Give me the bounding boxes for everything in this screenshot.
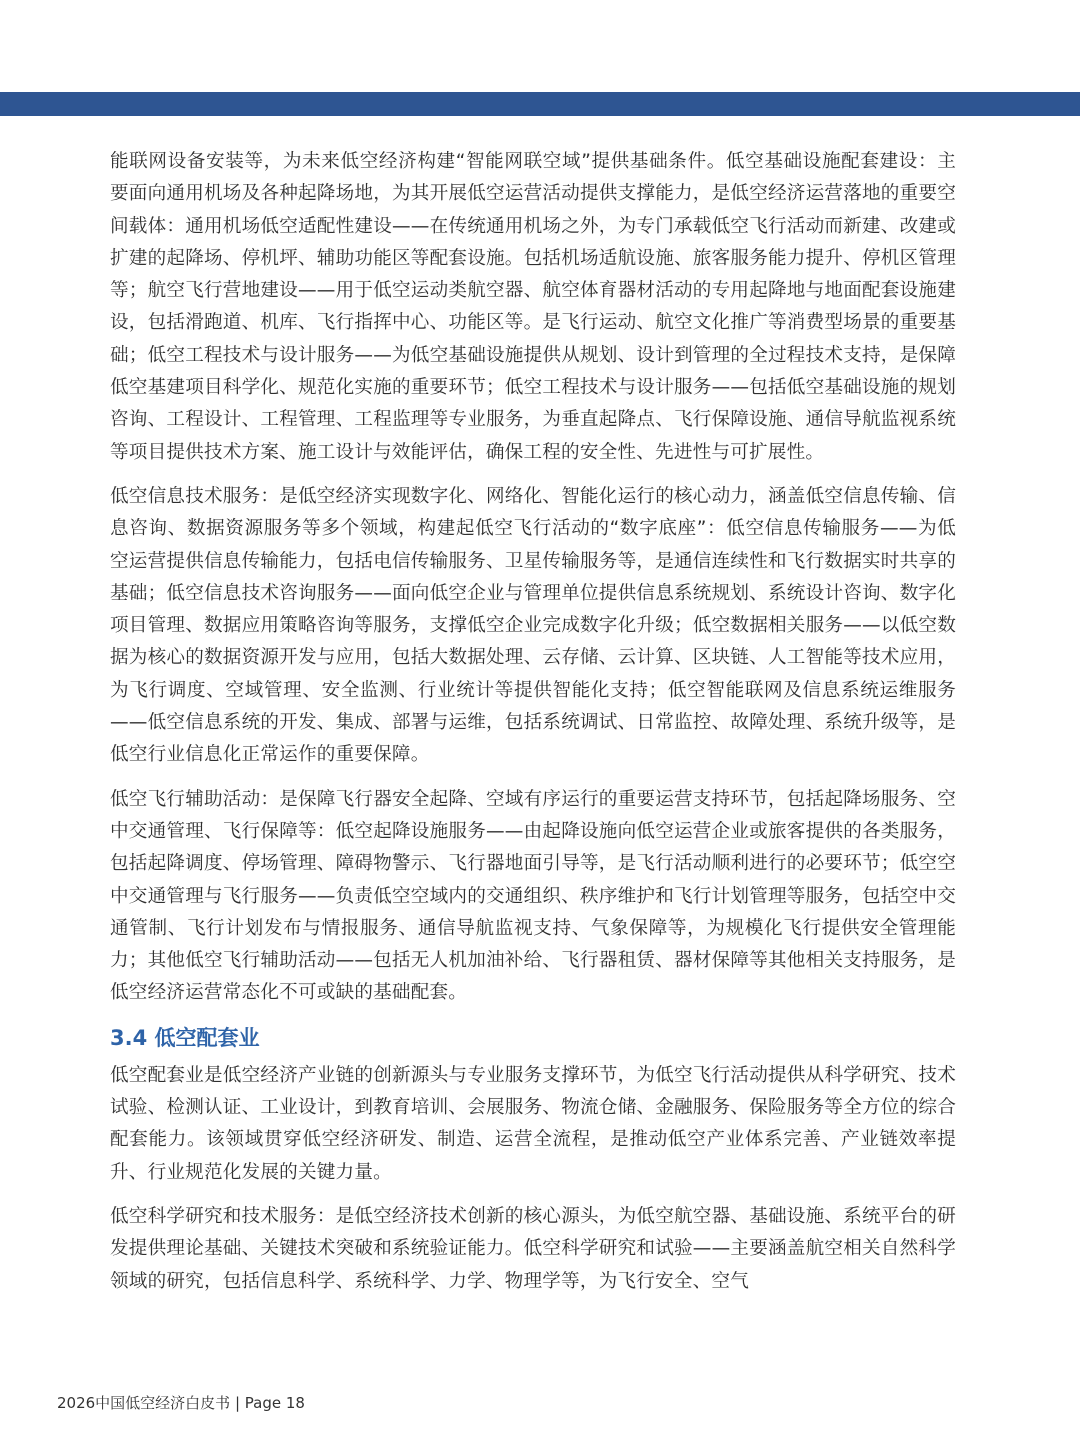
body-paragraph: 低空飞行辅助活动：是保障飞行器安全起降、空域有序运行的重要运营支持环节，包括起降场服务、空中交通管理、飞行保障等：低空起降设施服务——由起降设施向低空运营企业或旅客提供的各类服务，包括起降调度、停场管理、障碍物警示、飞行器地面引导等，是飞行活动顺利进行的必要环节；低空空中交通管理与飞行服务——负责低空空域内的交通组织、秩序维护和飞行计划管理等服务，包括空中交通管制、飞行计划发布与情报服务、通信导航监视支持、气象保障等，为规模化飞行提供安全管理能力；其他低空飞行辅助活动——包括无人机加油补给、飞行器租赁、器材保障等其他相关支持服务，是低空经济运营常态化不可或缺的基础配套。 <box>110 788 956 1004</box>
body-paragraph: 低空信息技术服务：是低空经济实现数字化、网络化、智能化运行的核心动力，涵盖低空信息传输、信息咨询、数据资源服务等多个领域，构建起低空飞行活动的“数字底座”：低空信息传输服务——为低空运营提供信息传输能力，包括电信传输服务、卫星传输服务等，是通信连续性和飞行数据实时共享的基础；低空信息技术咨询服务——面向低空企业与管理单位提供信息系统规划、系统设计咨询、数字化项目管理、数据应用策略咨询等服务，支撑低空企业完成数字化升级；低空数据相关服务——以低空数据为核心的数据资源开发与应用，包括大数据处理、云存储、云计算、区块链、人工智能等技术应用，为飞行调度、空域管理、安全监测、行业统计等提供智能化支持；低空智能联网及信息系统运维服务——低空信息系统的开发、集成、部署与运维，包括系统调试、日常监控、故障处理、系统升级等，是低空行业信息化正常运作的重要保障。 <box>110 485 956 766</box>
page-footer: 2026中国低空经济白皮书 | Page 18 <box>57 1394 305 1412</box>
body-paragraph: 低空科学研究和技术服务：是低空经济技术创新的核心源头，为低空航空器、基础设施、系统平台的研发提供理论基础、关键技术突破和系统验证能力。低空科学研究和试验——主要涵盖航空相关自然科学领域的研究，包括信息科学、系统科学、力学、物理学等，为飞行安全、空气 <box>110 1205 956 1292</box>
header-band <box>0 92 1080 116</box>
section-heading: 3.4 低空配套业 <box>110 1025 260 1050</box>
page-body <box>110 146 956 1310</box>
body-paragraph: 能联网设备安装等，为未来低空经济构建“智能网联空域”提供基础条件。低空基础设施配套建设：主要面向通用机场及各种起降场地，为其开展低空运营活动提供支撑能力，是低空经济运营落地的重要空间载体：通用机场低空适配性建设——在传统通用机场之外，为专门承载低空飞行活动而新建、改建或扩建的起降场、停机坪、辅助功能区等配套设施。包括机场适航设施、旅客服务能力提升、停机区管理等；航空飞行营地建设——用于低空运动类航空器、航空体育器材活动的专用起降地与地面配套设施建设，包括滑跑道、机库、飞行指挥中心、功能区等。是飞行运动、航空文化推广等消费型场景的重要基础；低空工程技术与设计服务——为低空基础设施提供从规划、设计到管理的全过程技术支持，是保障低空基建项目科学化、规范化实施的重要环节；低空工程技术与设计服务——包括低空基础设施的规划咨询、工程设计、工程管理、工程监理等专业服务，为垂直起降点、飞行保障设施、通信导航监视系统等项目提供技术方案、施工设计与效能评估，确保工程的安全性、先进性与可扩展性。 <box>110 151 956 463</box>
body-paragraph: 低空配套业是低空经济产业链的创新源头与专业服务支撑环节，为低空飞行活动提供从科学研究、技术试验、检测认证、工业设计，到教育培训、会展服务、物流仓储、金融服务、保险服务等全方位的综合配套能力。该领域贯穿低空经济研发、制造、运营全流程，是推动低空产业体系完善、产业链效率提升、行业规范化发展的关键力量。 <box>110 1064 956 1183</box>
